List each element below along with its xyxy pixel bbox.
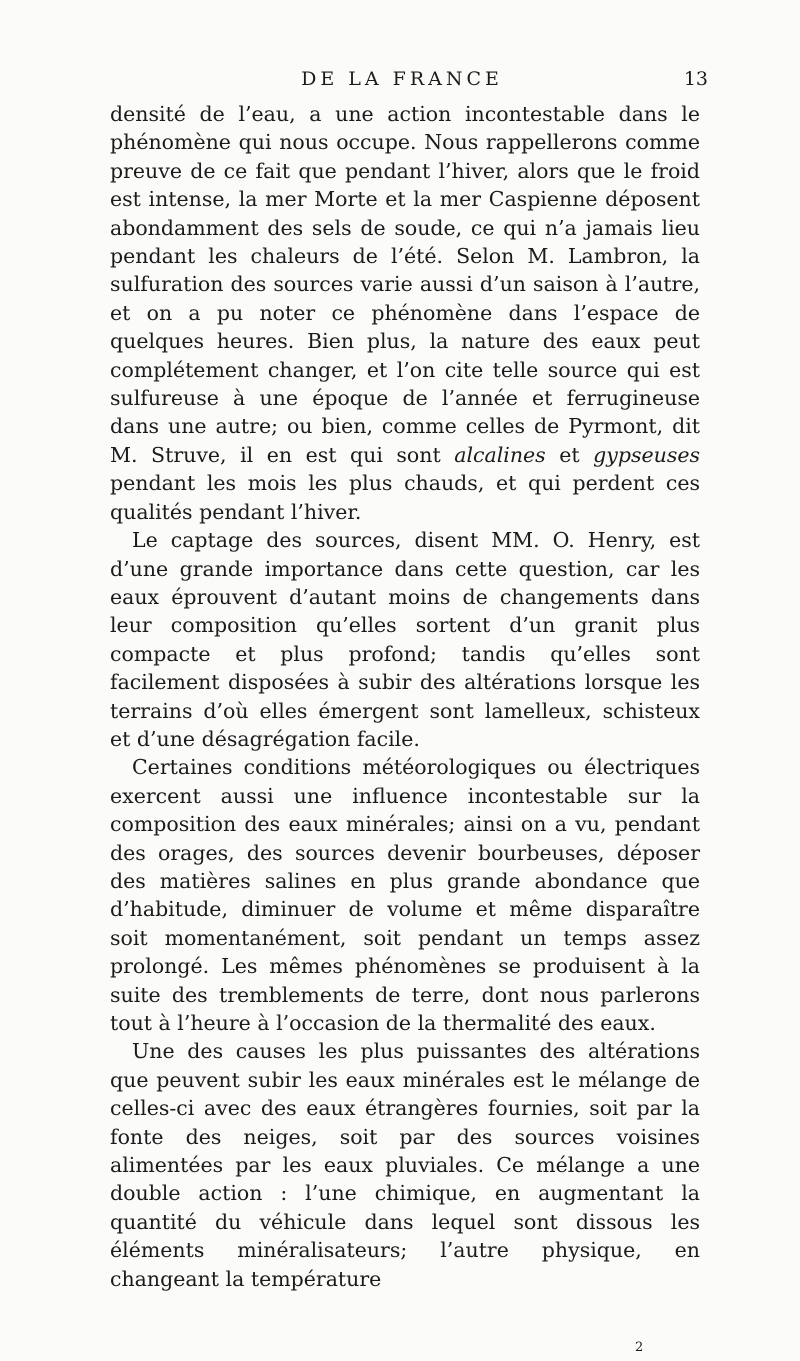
running-title: DE LA FRANCE bbox=[301, 68, 503, 90]
signature-mark: 2 bbox=[635, 1340, 644, 1355]
italic-word-alcalines: alcalines bbox=[454, 442, 546, 467]
italic-word-gypseuses: gypseuses bbox=[593, 442, 700, 467]
paragraph-3: Certaines conditions météorologiques ou électriques exercent aussi une influence incontestable sur la composition des eaux minérales; ainsi on a vu, pendant des orages, des sources devenir bourbeuses, déposer des matières salines en plus grande abondance que d’habitude, diminuer de volume et même disparaître soit momentanément, soit pendant un temps assez prolongé. Les mêmes phénomènes se produisent à la suite des tremblements de terre, dont nous parlerons tout à l’heure à l’occasion de la thermalité des eaux. bbox=[110, 755, 700, 1035]
paragraph-2: Le captage des sources, disent MM. O. Henry, est d’une grande importance dans cette question, car les eaux éprouvent d’autant moins de changements dans leur composition qu’elles sortent d’un granit plus compacte et plus profond; tandis qu’elles sont facilement disposées à subir des altérations lorsque les terrains d’où elles émergent sont lamelleux, schisteux et d’une désagrégation facile. bbox=[110, 528, 700, 751]
page-header bbox=[96, 68, 708, 96]
paragraph-1-text-after: pendant les mois les plus chauds, et qui perdent ces qualités pendant l’hiver. bbox=[110, 471, 700, 524]
paragraph-1-text-before: densité de l’eau, a une action incontestable dans le phénomène qui nous occupe. Nous rappellerons comme preuve de ce fait que pendant l’hiver, alors que le froid est intense, la mer Morte et la mer Caspienne déposent abondamment des sels de soude, ce qui n’a jamais lieu pendant les chaleurs de l’été. Selon M. Lambron, la sulfuration des sources varie aussi d’un saison à l’autre, et on a pu noter ce phénomène dans l’espace de quelques heures. Bien plus, la nature des eaux peut complétement changer, et l’on cite telle source qui est sulfureuse à une époque de l’année et ferrugineuse dans une autre; ou bien, comme celles de Pyrmont, dit M. Struve, il en est qui sont bbox=[110, 102, 700, 467]
body-text bbox=[110, 100, 700, 1293]
paragraph-1 bbox=[110, 100, 700, 526]
page-number: 13 bbox=[683, 68, 708, 90]
paragraph-4: Une des causes les plus puissantes des altérations que peuvent subir les eaux minérales est le mélange de celles-ci avec des eaux étrangères fournies, soit par la fonte des neiges, soit par des sources voisines alimentées par les eaux pluviales. Ce mélange a une double action : l’une chimique, en augmentant la quantité du véhicule dans lequel sont dissous les éléments minéralisateurs; l’autre physique, en changeant la température bbox=[110, 1039, 700, 1291]
paragraph-1-text-mid: et bbox=[545, 442, 594, 467]
